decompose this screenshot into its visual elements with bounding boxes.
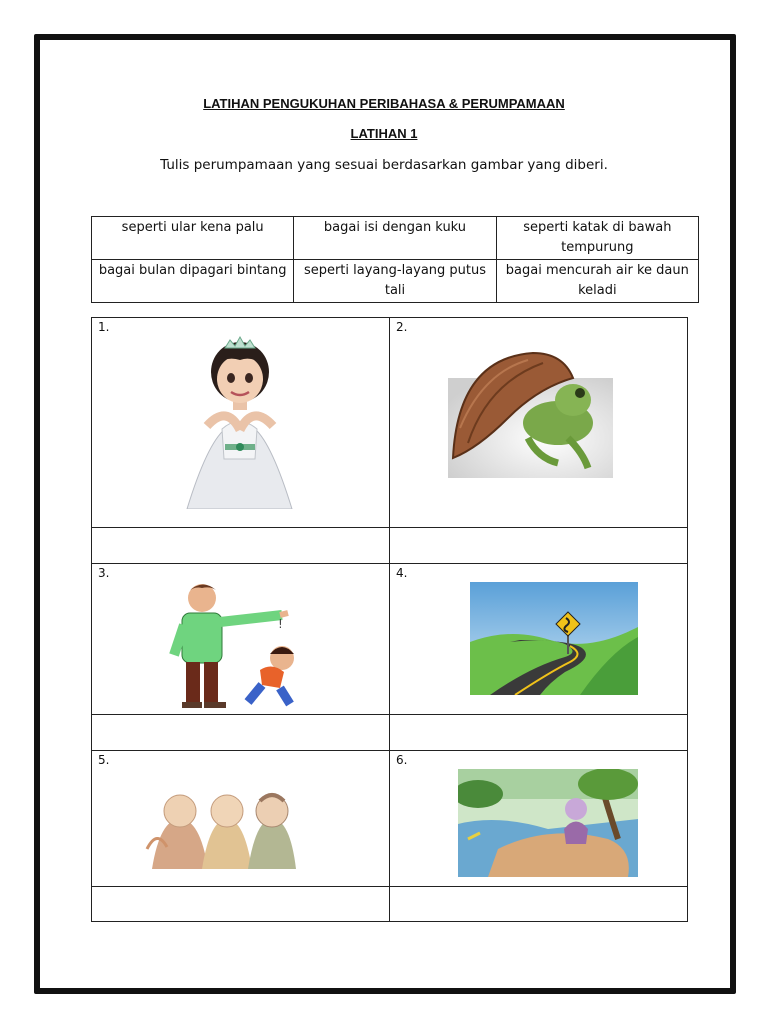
answer-field-5[interactable] [92, 887, 390, 921]
picture-row [92, 564, 687, 715]
answer-row [92, 715, 687, 751]
question-cell-3 [92, 564, 390, 714]
word-bank-row [92, 260, 699, 303]
svg-text:!: ! [278, 617, 283, 631]
word-bank-cell: seperti layang-layang putus tali [294, 260, 496, 303]
word-bank-cell: seperti ular kena palu [92, 217, 294, 260]
girl-princess-picture [167, 334, 312, 509]
man-scolding-boy-picture [162, 580, 307, 712]
question-cell-6 [390, 751, 687, 886]
girl-riverbank-picture [458, 769, 638, 877]
question-number: 1. [98, 320, 110, 334]
question-grid [91, 317, 688, 922]
picture-row [92, 751, 687, 887]
question-number: 2. [396, 320, 408, 334]
answer-row [92, 528, 687, 564]
question-number: 3. [98, 566, 110, 580]
word-bank-cell: bagai isi dengan kuku [294, 217, 496, 260]
answer-field-1[interactable] [92, 528, 390, 563]
page-title: LATIHAN PENGUKUHAN PERIBAHASA & PERUMPAMAAN [203, 96, 565, 111]
word-bank-table [91, 216, 699, 303]
question-cell-5 [92, 751, 390, 886]
word-bank-cell: bagai mencurah air ke daun keladi [496, 260, 698, 303]
three-friends-picture [142, 769, 302, 869]
picture-row [92, 318, 687, 528]
answer-field-2[interactable] [390, 528, 687, 563]
frog-under-coconut-shell-picture [448, 338, 613, 478]
word-bank-row [92, 217, 699, 260]
question-number: 6. [396, 753, 408, 767]
answer-field-4[interactable] [390, 715, 687, 750]
question-number: 4. [396, 566, 408, 580]
word-bank-cell: bagai bulan dipagari bintang [92, 260, 294, 303]
question-cell-1 [92, 318, 390, 527]
winding-road-picture [470, 582, 638, 695]
answer-field-3[interactable] [92, 715, 390, 750]
instruction-text: Tulis perumpamaan yang sesuai berdasarkan gambar yang diberi. [160, 157, 608, 173]
question-cell-2 [390, 318, 687, 527]
answer-row [92, 887, 687, 921]
word-bank-cell: seperti katak di bawah tempurung [496, 217, 698, 260]
answer-field-6[interactable] [390, 887, 687, 921]
question-cell-4 [390, 564, 687, 714]
exercise-title: LATIHAN 1 [350, 126, 418, 141]
question-number: 5. [98, 753, 110, 767]
